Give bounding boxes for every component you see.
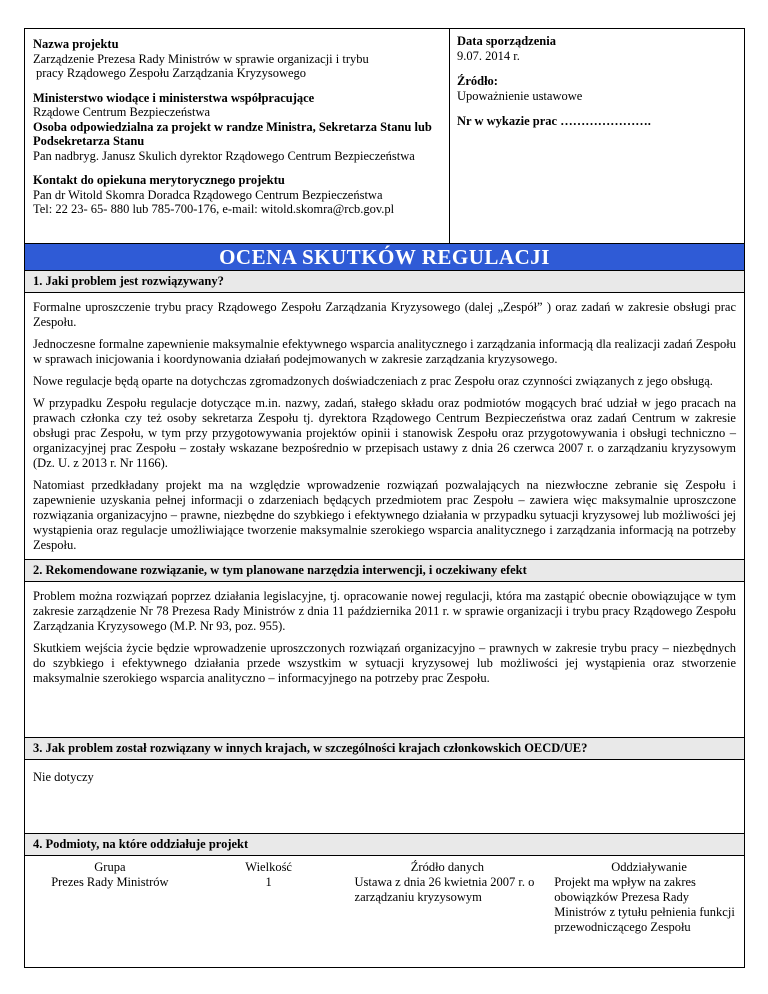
cell-impact: Projekt ma wpływ na zakres obowiązków Prezesa Rady Ministrów z tytułu pełnienia funkcji przewodniczącego Zespołu bbox=[554, 875, 735, 934]
header-left-panel bbox=[25, 29, 450, 243]
header-right-panel bbox=[450, 29, 744, 243]
ministry-value: Rządowe Centrum Bezpieczeństwa bbox=[33, 105, 211, 119]
responsible-value: Pan nadbryg. Janusz Skulich dyrektor Rządowego Centrum Bezpieczeństwa bbox=[33, 148, 415, 163]
contact-line1: Pan dr Witold Skomra Doradca Rządowego Centrum Bezpieczeństwa bbox=[33, 187, 383, 202]
contact-line2: Tel: 22 23- 65- 880 lub 785-700-176, e-mail: witold.skomra@rcb.gov.pl bbox=[33, 202, 395, 216]
contact-label: Kontakt do opiekuna merytorycznego projektu bbox=[33, 173, 285, 187]
section-1-paragraph: Nowe regulacje będą oparte na dotychczas zgromadzonych doświadczeniach z prac Zespołu oraz czynności związanych z jego obsługą. bbox=[33, 374, 713, 388]
source-value: Upoważnienie ustawowe bbox=[457, 89, 583, 103]
section-1-paragraph: W przypadku Zespołu regulacje dotyczące m.in. nazwy, zadań, stałego składu oraz podmiotów mogących brać udział w jego pracach na prawach członka czy też osoby sekretarza Zespołu tj. dyrektora Rządowego Centrum Bezpieczeństwa oraz zadań Centrum w zakresie obsługi prac Zespołu, w tym przy przygotowywania projektów opinii i stanowisk Zespołu oraz przygotowywania i obsługi techniczno – organizacyjnej prac Zespołu – zostały wskazane bezpośrednio w przepisach ustawy z dnia 26 czerwca 2007 r. o zarządzaniu kryzysowym (Dz. U. z 2013 r. Nr 1166). bbox=[33, 396, 736, 470]
section-1-heading: 1. Jaki problem jest rozwiązywany? bbox=[25, 271, 744, 293]
section-3-body bbox=[25, 760, 744, 834]
list-number-label: Nr w wykazie prac …………………. bbox=[457, 114, 651, 128]
section-1-paragraph: Formalne uproszczenie trybu pracy Rządowego Zespołu Zarządzania Kryzysowego (dalej „Zespół” ) oraz zadań w zakresie obsługi prac Zespołu. bbox=[33, 300, 736, 329]
column-header-source: Źródło danych bbox=[410, 860, 485, 874]
source-label: Źródło: bbox=[457, 74, 498, 88]
project-name-line2: pracy Rządowego Zespołu Zarządzania Kryzysowego bbox=[36, 66, 307, 80]
column-header-size: Wielkość bbox=[245, 860, 292, 874]
regulatory-impact-document bbox=[24, 28, 745, 968]
section-4-heading: 4. Podmioty, na które oddziałuje projekt bbox=[25, 834, 744, 856]
column-impact bbox=[540, 860, 744, 967]
column-group bbox=[25, 860, 195, 967]
project-name-line1: Zarządzenie Prezesa Rady Ministrów w sprawie organizacji i trybu bbox=[33, 51, 369, 66]
section-3-heading: 3. Jak problem został rozwiązany w innych krajach, w szczególności krajach członkowskich OECD/UE? bbox=[25, 738, 744, 760]
date-label: Data sporządzenia bbox=[457, 34, 556, 48]
section-1-paragraph: Jednoczesne formalne zapewnienie maksymalnie efektywnego wsparcia analitycznego i zarządzania informacją dla realizacji zadań Zespołu w sprawach inicjowania i koordynowania działań podejmowanych w zakresie zarządzania kryzysowego. bbox=[33, 337, 736, 366]
section-2-paragraph: Problem można rozwiązań poprzez działania legislacyjne, tj. opracowanie nowej regulacji, która ma zastąpić obecnie obowiązujące w tym zakresie zarządzenie Nr 78 Prezesa Rady Ministrów z dnia 11 października 2011 r. w sprawie organizacji i trybu pracy Rządowego Zespołu Zarządzania Kryzysowego (M.P. Nr 93, poz. 955). bbox=[33, 589, 736, 633]
section-3-paragraph: Nie dotyczy bbox=[33, 770, 94, 784]
column-header-impact: Oddziaływanie bbox=[611, 860, 687, 874]
stakeholders-table bbox=[25, 856, 744, 967]
section-1-paragraph: Natomiast przedkładany projekt ma na względzie wprowadzenie rozwiązań pozwalających na niezwłoczne zebranie się Zespołu i zapewnienie uzyskania pełnej informacji o zdarzeniach będących przedmiotem prac Zespołu – zawiera więc maksymalnie uproszczone rozwiązania organizacyjno – prawne, niezbędne do szybkiego i efektywnego działania w przypadku sytuacji kryzysowej lub możliwości jej wystąpienia oraz regulacje umożliwiające tworzenie maksymalnie szerokiego wsparcia analitycznego i zarządzania informacją na potrzeby Zespołu. bbox=[33, 478, 736, 552]
ministry-label: Ministerstwo wiodące i ministerstwa współpracujące bbox=[33, 90, 315, 105]
document-title: OCENA SKUTKÓW REGULACJI bbox=[25, 244, 744, 271]
section-2-paragraph: Skutkiem wejścia życie będzie wprowadzenie uproszczonych rozwiązań organizacyjno – prawnych w zakresie trybu pracy – niezbędnych do szybkiego i efektywnego działania przede wszystkim w sytuacji kryzysowej lub możliwości jej wystąpienia oraz stworzenie maksymalnie szerokiego wsparcia analityczno – informacyjnego na potrzeby prac Zespołu. bbox=[33, 641, 736, 685]
date-value: 9.07. 2014 r. bbox=[457, 49, 520, 63]
document-header bbox=[25, 29, 744, 244]
cell-size: 1 bbox=[265, 875, 272, 889]
cell-source: Ustawa z dnia 26 kwietnia 2007 r. o zarządzaniu kryzysowym bbox=[354, 875, 535, 904]
section-2-heading: 2. Rekomendowane rozwiązanie, w tym planowane narzędzia interwencji, i oczekiwany efekt bbox=[25, 560, 744, 582]
section-2-body bbox=[25, 582, 744, 738]
column-header-group: Grupa bbox=[94, 860, 126, 874]
section-1-body bbox=[25, 293, 744, 560]
column-size bbox=[195, 860, 343, 967]
cell-group: Prezes Rady Ministrów bbox=[51, 875, 169, 889]
responsible-label: Osoba odpowiedzialna za projekt w randze Ministra, Sekretarza Stanu lub Podsekretarza Stanu bbox=[33, 119, 432, 148]
project-name-label: Nazwa projektu bbox=[33, 37, 119, 51]
column-source bbox=[343, 860, 541, 967]
